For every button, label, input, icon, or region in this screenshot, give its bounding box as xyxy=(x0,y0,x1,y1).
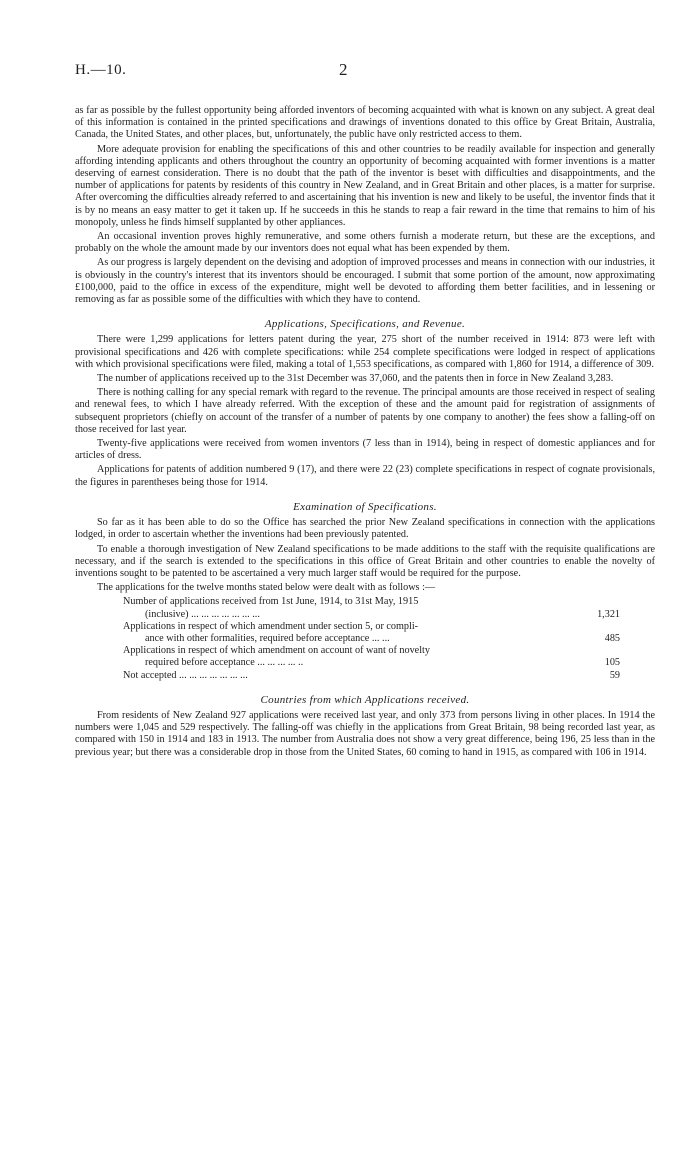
paragraph: as far as possible by the fullest opportunity being afforded inventors of becoming acquainted with what is known on any subject. A great deal of this information is contained in the printed specifications and drawings of inventions donated to this office by Great Britain, Australia, Canada, the United States, and other places, but, unfortunately, the public have only restricted access to them. xyxy=(75,105,655,141)
row-value: 485 xyxy=(604,632,620,644)
row-value: 59 xyxy=(609,669,620,681)
table-row xyxy=(123,670,620,682)
paragraph: More adequate provision for enabling the specifications of this and other countries to be readily available for inspection and generally affording intending applicants and others throughout the country an opportunity of becoming acquainted with former inventions is a matter deserving of earnest consideration. There is no doubt that the path of the inventor is beset with difficulties and disappointments, and the number of applications for patents by residents of this country in New Zealand, and in Great Britain and other places, is a matter for surprise. After overcoming the difficulties already referred to and ascertaining that his invention is new and likely to be useful, the inventor finds that it is by no means an easy matter to get it taken up. If he succeeds in this he stands to reap a fair reward in the time that remains to him of his monopoly, unless he finds himself supplanted by other appliances. xyxy=(75,143,655,228)
paragraph: Twenty-five applications were received from women inventors (7 less than in 1914), being in respect of domestic appliances and for articles of dress. xyxy=(75,438,655,462)
row-label-cont: ance with other formalities, required before acceptance ... ... xyxy=(145,632,390,644)
row-label: Number of applications received from 1st June, 1914, to 31st May, 1915 xyxy=(123,596,419,608)
paragraph: So far as it has been able to do so the Office has searched the prior New Zealand specifications in connection with the applications lodged, in order to ascertain whether the inventions had been previously patented. xyxy=(75,517,655,541)
row-label-cont: required before acceptance ... ... ... ... .. xyxy=(145,657,304,669)
paragraph: There is nothing calling for any special remark with regard to the revenue. The principal amounts are those received in respect of sealing and renewal fees, to which I have already referred. With the exception of these and the amount paid for registration of assignments of subsequent proprietors (chiefly on account of the transfer of a number of patents by one company to another) the fees show a falling-off on those received for last year. xyxy=(75,387,655,435)
table-row xyxy=(123,645,620,669)
document-body xyxy=(75,105,655,761)
paragraph: There were 1,299 applications for letters patent during the year, 275 short of the number received in 1914: 873 were left with provisional specifications and 426 with complete specifications: while 254 complete specifications were lodged in respect of applications with which provisional specifications were filed, making a total of 1,553 specifications, as compared with 1,860 for 1914, a difference of 309. xyxy=(75,334,655,370)
section-heading-countries: Countries from which Applications received. xyxy=(260,693,470,706)
paragraph: To enable a thorough investigation of New Zealand specifications to be made additions to the staff with the requisite qualifications are necessary, and if the search is extended to the specifications in this office of Great Britain and other countries to enable the novelty of inventions sought to be patented to be ascertained a very much larger staff would be required for the purpose. xyxy=(75,543,655,579)
paragraph: The applications for the twelve months stated below were dealt with as follows :— xyxy=(97,582,436,594)
row-label: Applications in respect of which amendment under section 5, or compli- xyxy=(123,620,419,632)
page-header xyxy=(75,62,655,86)
table-row xyxy=(123,621,620,645)
paragraph: From residents of New Zealand 927 applications were received last year, and only 373 from persons living in other places. In 1914 the numbers were 1,045 and 529 respectively. The falling-off was chiefly in the applications from Great Britain, 98 being recorded last year, as compared with 150 in 1914 and 183 in 1913. The number from Australia does not show a very great difference, being 196, 25 less than in the previous year; but there was a considerable drop in those from the United States, 60 coming to hand in 1915, as compared with 106 in 1914. xyxy=(75,709,655,758)
paragraph: The number of applications received up to the 31st December was 37,060, and the patents then in force in New Zealand 3,283. xyxy=(97,373,614,385)
applications-table xyxy=(123,596,620,681)
row-value: 105 xyxy=(604,657,620,669)
paragraph: Applications for patents of addition numbered 9 (17), and there were 22 (23) complete specifications in respect of cognate provisionals, the figures in parentheses being those for 1914. xyxy=(75,464,655,488)
page-number: 2 xyxy=(339,60,348,79)
table-row xyxy=(123,596,620,620)
row-label-cont: (inclusive) ... ... ... ... ... ... ... xyxy=(145,608,260,620)
row-label: Not accepted ... ... ... ... ... ... ... xyxy=(123,669,248,681)
section-heading-examination: Examination of Specifications. xyxy=(293,500,437,513)
row-label: Applications in respect of which amendment on account of want of novelty xyxy=(123,645,430,657)
paragraph: As our progress is largely dependent on the devising and adoption of improved processes and means in connection with our industries, it is obviously in the country's interest that its inventors should be encouraged. I submit that some portion of the amount, now approximating £100,000, paid to the office in excess of the expenditure, might well be devoted to affording them better facilities, and in lessening or removing as far as possible some of the difficulties with which they have to contend. xyxy=(75,257,655,306)
row-value: 1,321 xyxy=(597,608,620,620)
section-heading-applications: Applications, Specifications, and Revenue. xyxy=(264,318,466,331)
document-id: H.—10. xyxy=(75,62,127,78)
paragraph: An occasional invention proves highly remunerative, and some others furnish a moderate return, but these are the exceptions, and probably on the whole the amount made by our inventors does not equal what has been expended by them. xyxy=(75,231,655,255)
